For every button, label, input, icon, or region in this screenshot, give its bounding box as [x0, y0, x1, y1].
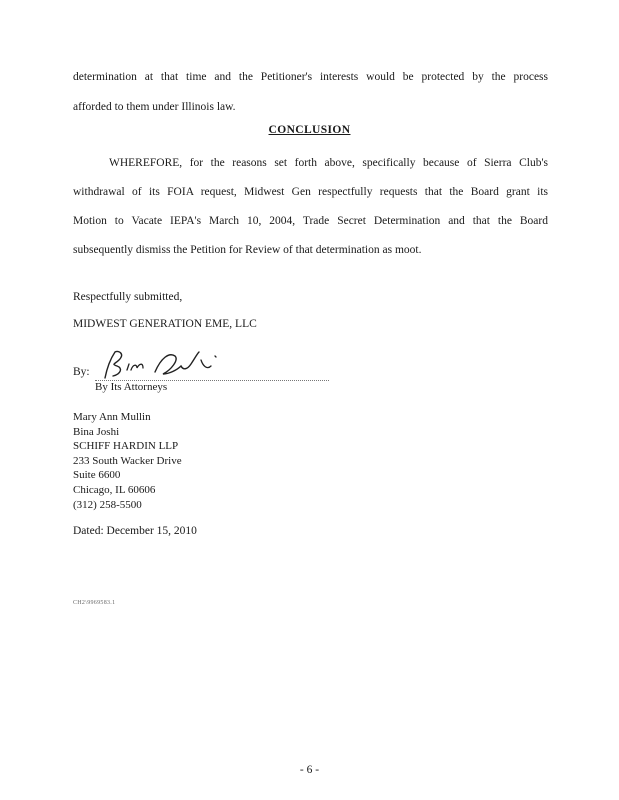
attorney-name-1: Mary Ann Mullin: [73, 411, 151, 423]
conclusion-heading: CONCLUSION: [268, 124, 351, 136]
signature-caption: By Its Attorneys: [95, 381, 168, 393]
body-paragraph-2-line-2: withdrawal of its FOIA request, Midwest Gen respectfully requests that the Board grant its: [73, 186, 548, 198]
city-state-zip: Chicago, IL 60606: [73, 484, 156, 496]
suite: Suite 6600: [73, 469, 121, 482]
company-name: MIDWEST GENERATION EME, LLC: [73, 318, 257, 330]
body-paragraph-2-line-3: Motion to Vacate IEPA's March 10, 2004, Trade Secret Determination and that the Board: [73, 215, 548, 227]
handwritten-signature: [97, 348, 247, 384]
body-paragraph-2-line-4: subsequently dismiss the Petition for Review of that determination as moot.: [73, 244, 422, 256]
by-label: By:: [73, 366, 90, 378]
attorney-name-2: Bina Joshi: [73, 425, 120, 438]
body-paragraph-1-line-1: determination at that time and the Petitioner's interests would be protected by the process: [73, 71, 548, 83]
page-number: - 6 -: [299, 764, 320, 776]
dated-line: Dated: December 15, 2010: [73, 525, 197, 537]
signature-block: [73, 348, 333, 396]
firm-name: SCHIFF HARDIN LLP: [73, 440, 179, 453]
street-address: 233 South Wacker Drive: [73, 454, 182, 467]
body-paragraph-2-line-1: WHEREFORE, for the reasons set forth above, specifically because of Sierra Club's: [109, 157, 548, 169]
document-id: CH2\9969583.1: [73, 600, 116, 606]
phone-number: (312) 258-5500: [73, 498, 142, 511]
respectfully-submitted: Respectfully submitted,: [73, 291, 183, 303]
body-paragraph-1-line-2: afforded to them under Illinois law.: [73, 101, 236, 113]
